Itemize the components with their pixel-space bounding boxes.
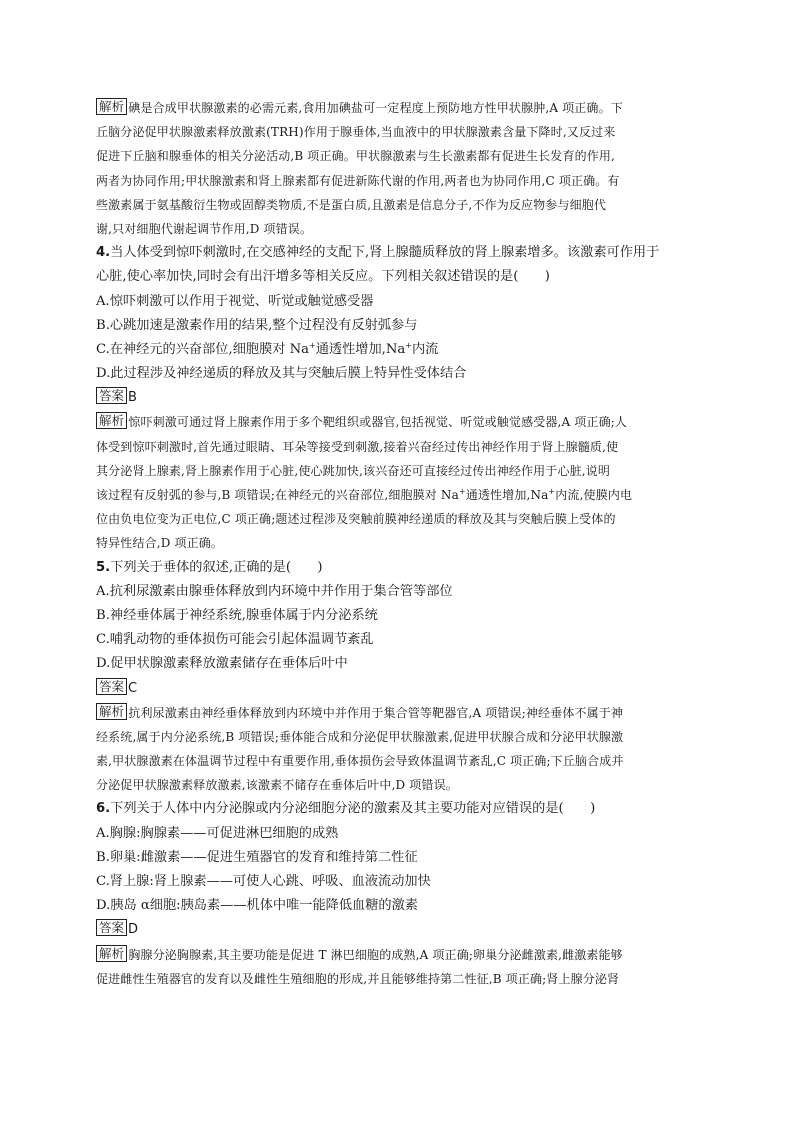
answer-value: C xyxy=(128,680,138,696)
question-stem: 4.当人体受到惊吓刺激时,在交感神经的支配下,肾上腺髓质释放的肾上腺素增多。该激素可作用于 xyxy=(96,245,660,261)
option-a: A.抗利尿激素由腺垂体释放到内环境中并作用于集合管等部位 xyxy=(96,583,453,599)
analysis-line: 解析 抗利尿激素由神经垂体释放到内环境中并作用于集合管等靶器官,A 项错误;神经垂体不属于神 xyxy=(96,701,698,725)
question-6 xyxy=(96,797,698,918)
analysis-line: 分泌促甲状腺激素释放激素,该激素不储存在垂体后叶中,D 项错误。 xyxy=(96,778,458,793)
analysis-tag: 解析 xyxy=(96,98,127,115)
question-stem: 心脏,使心率加快,同时会有出汗增多等相关反应。下列相关叙述错误的是( ) xyxy=(96,269,550,285)
analysis-line: 促进下丘脑和腺垂体的相关分泌活动,B 项正确。甲状腺激素与生长激素都有促进生长发育的作用, xyxy=(96,149,616,164)
q4-analysis xyxy=(96,410,698,555)
option-b: B.卵巢:雌激素——促进生殖器官的发育和维持第二性征 xyxy=(96,849,418,865)
option-a: A.胸腺:胸腺素——可促进淋巴细胞的成熟 xyxy=(96,825,339,841)
option-d: D.胰岛 α细胞:胰岛素——机体中唯一能降低血糖的激素 xyxy=(96,898,418,914)
option-b: B.心跳加速是激素作用的结果,整个过程没有反射弧参与 xyxy=(96,317,418,333)
q5-analysis xyxy=(96,701,698,798)
q6-answer xyxy=(96,918,698,942)
q6-analysis xyxy=(96,943,698,991)
analysis-line: 位由负电位变为正电位,C 项正确;题述过程涉及突触前膜神经递质的释放及其与突触后膜上受体的 xyxy=(96,512,616,527)
analysis-line: 解析 胸腺分泌胸腺素,其主要功能是促进 T 淋巴细胞的成熟,A 项正确;卵巢分泌雌激素,雌激素能够 xyxy=(96,943,698,967)
analysis-tag: 解析 xyxy=(96,945,127,962)
analysis-line: 解析 惊吓刺激可通过肾上腺素作用于多个靶组织或器官,包括视觉、听觉或触觉感受器,A 项正确;人 xyxy=(96,410,698,434)
analysis-line: 解析 碘是合成甲状腺激素的必需元素,食用加碘盐可一定程度上预防地方性甲状腺肿,A 项正确。下 xyxy=(96,96,698,120)
question-stem: 5.下列关于垂体的叙述,正确的是( ) xyxy=(96,559,323,575)
question-number: 4. xyxy=(96,245,111,261)
analysis-line: 谢,只对细胞代谢起调节作用,D 项错误。 xyxy=(96,221,313,236)
q5-answer xyxy=(96,677,698,701)
analysis-line: 经系统,属于内分泌系统,B 项错误;垂体能合成和分泌促甲状腺激素,促进甲状腺合成和分泌甲状腺激 xyxy=(96,729,624,744)
answer-tag: 答案 xyxy=(96,387,127,404)
analysis-tag: 解析 xyxy=(96,703,127,720)
analysis-line: 促进雌性生殖器官的发育以及雌性生殖细胞的形成,并且能够维持第二性征,B 项正确;肾上腺分泌肾 xyxy=(96,971,620,986)
analysis-line: 该过程有反射弧的参与,B 项错误;在神经元的兴奋部位,细胞膜对 Na+通透性增加,Na+内流,使膜内电 xyxy=(96,487,633,502)
answer-tag: 答案 xyxy=(96,919,127,936)
question-number: 5. xyxy=(96,559,111,575)
analysis-line: 素,甲状腺激素在体温调节过程中有重要作用,垂体损伤会导致体温调节紊乱,C 项正确;下丘脑合成并 xyxy=(96,754,624,769)
question-stem: 6.下列关于人体中内分泌腺或内分泌细胞分泌的激素及其主要功能对应错误的是( ) xyxy=(96,801,596,817)
option-c: C.在神经元的兴奋部位,细胞膜对 Na+通透性增加,Na+内流 xyxy=(96,340,439,357)
analysis-line: 些激素属于氨基酸衍生物或固醇类物质,不是蛋白质,且激素是信息分子,不作为反应物参与细胞代 xyxy=(96,197,607,212)
analysis-line: 丘脑分泌促甲状腺激素释放激素(TRH)作用于腺垂体,当血液中的甲状腺激素含量下降时,又反过来 xyxy=(96,125,616,140)
option-d: D.此过程涉及神经递质的释放及其与突触后膜上特异性受体结合 xyxy=(96,366,467,382)
answer-value: D xyxy=(128,922,139,938)
analysis-tag: 解析 xyxy=(96,412,127,429)
analysis-line: 两者为协同作用;甲状腺激素和肾上腺素都有促进新陈代谢的作用,两者也为协同作用,C 项正确。有 xyxy=(96,173,620,188)
option-d: D.促甲状腺激素释放激素储存在垂体后叶中 xyxy=(96,656,348,672)
question-number: 6. xyxy=(96,801,111,817)
question-5 xyxy=(96,556,698,677)
answer-tag: 答案 xyxy=(96,678,127,695)
analysis-line: 体受到惊吓刺激时,首先通过眼睛、耳朵等接受到刺激,接着兴奋经过传出神经作用于肾上腺髓质,使 xyxy=(96,439,619,454)
document-page xyxy=(96,96,698,991)
q4-answer xyxy=(96,386,698,410)
q3-analysis xyxy=(96,96,698,241)
option-c: C.肾上腺:肾上腺素——可使人心跳、呼吸、血液流动加快 xyxy=(96,874,431,889)
option-a: A.惊吓刺激可以作用于视觉、听觉或触觉感受器 xyxy=(96,293,374,309)
question-4 xyxy=(96,241,698,386)
answer-value: B xyxy=(128,390,137,406)
option-c: C.哺乳动物的垂体损伤可能会引起体温调节紊乱 xyxy=(96,632,374,648)
analysis-line: 其分泌肾上腺素,肾上腺素作用于心脏,使心跳加快,该兴奋还可直接经过传出神经作用于心脏,说明 xyxy=(96,463,611,478)
option-b: B.神经垂体属于神经系统,腺垂体属于内分泌系统 xyxy=(96,607,378,623)
analysis-line: 特异性结合,D 项正确。 xyxy=(96,536,224,551)
